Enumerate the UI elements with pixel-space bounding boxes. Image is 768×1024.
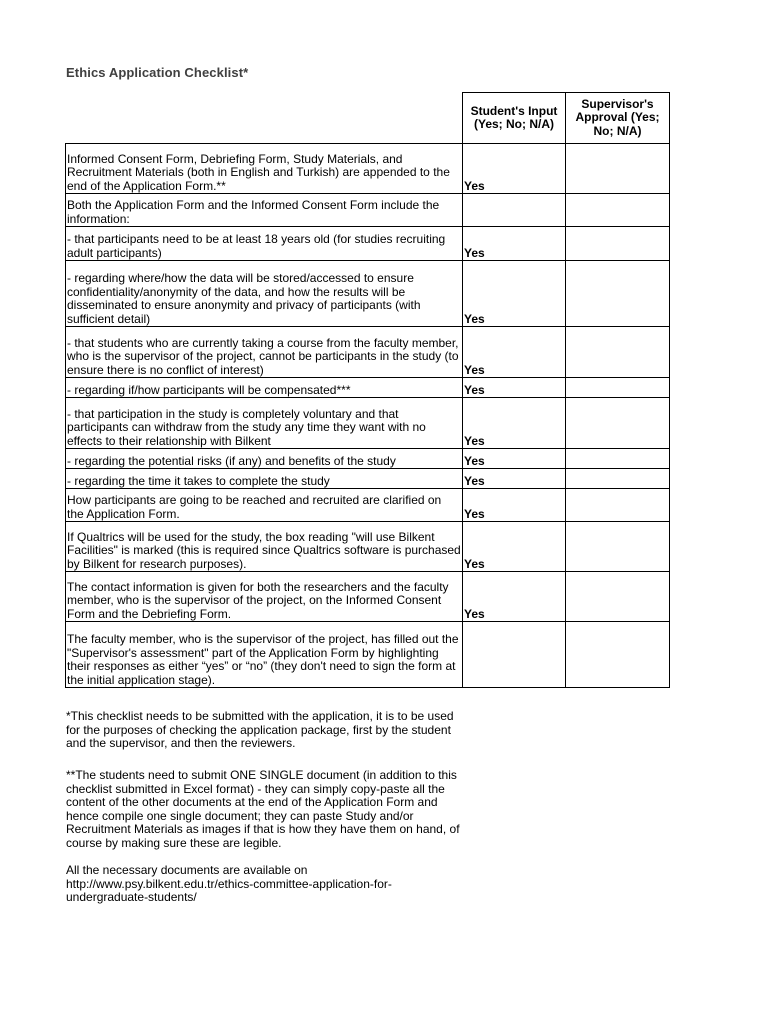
table-row [66, 327, 670, 378]
student-answer-cell[interactable]: Yes [463, 489, 566, 522]
checklist-item: If Qualtrics will be used for the study, the box reading "will use Bilkent Facilities" is marked (this is required since Qualtrics software is purchased by Bilkent for research purposes). [66, 522, 463, 572]
footnote-single-document: **The students need to submit ONE SINGLE document (in addition to this checklist submitted in Excel format) - they can simply copy-paste all the content of the other documents at the end of the Application Form and hence compile one single document; they can paste Study and/or Recruitment Materials as images if that is how they have them on hand, of course by making sure these are legible. [66, 768, 460, 850]
header-student-input: Student's Input (Yes; No; N/A) [463, 93, 566, 144]
header-blank-cell [66, 93, 463, 144]
supervisor-answer-cell[interactable] [566, 227, 670, 261]
supervisor-answer-cell[interactable] [566, 261, 670, 327]
supervisor-answer-cell[interactable] [566, 378, 670, 398]
student-answer-cell[interactable]: Yes [463, 327, 566, 378]
student-answer-cell[interactable]: Yes [463, 261, 566, 327]
checklist-table [65, 92, 670, 688]
supervisor-answer-cell[interactable] [566, 194, 670, 227]
checklist-item: - regarding if/how participants will be compensated*** [66, 378, 463, 398]
student-answer-cell[interactable]: Yes [463, 469, 566, 489]
footnote-documents-link: All the necessary documents are available on http://www.psy.bilkent.edu.tr/ethics-committee-application-for-undergraduate-students/ [66, 863, 392, 904]
supervisor-answer-cell[interactable] [566, 398, 670, 449]
checklist-item: - that students who are currently taking a course from the faculty member, who is the supervisor of the project, cannot be participants in the study (to ensure there is no conflict of interest) [66, 327, 463, 378]
table-row [66, 469, 670, 489]
table-row [66, 194, 670, 227]
student-answer-cell[interactable]: Yes [463, 398, 566, 449]
student-answer-cell[interactable]: Yes [463, 449, 566, 469]
student-answer-cell[interactable]: Yes [463, 522, 566, 572]
table-row [66, 489, 670, 522]
table-row [66, 398, 670, 449]
student-answer-cell[interactable]: Yes [463, 144, 566, 194]
table-row [66, 227, 670, 261]
student-answer-cell[interactable] [463, 622, 566, 688]
table-row [66, 378, 670, 398]
supervisor-answer-cell[interactable] [566, 144, 670, 194]
table-row [66, 522, 670, 572]
checklist-item: - that participation in the study is completely voluntary and that participants can withdraw from the study any time they want with no effects to their relationship with Bilkent [66, 398, 463, 449]
table-row [66, 144, 670, 194]
student-answer-cell[interactable]: Yes [463, 572, 566, 622]
student-answer-cell[interactable]: Yes [463, 227, 566, 261]
table-row [66, 572, 670, 622]
student-answer-cell[interactable] [463, 194, 566, 227]
checklist-item: The faculty member, who is the supervisor of the project, has filled out the "Supervisor's assessment" part of the Application Form by highlighting their responses as either “yes” or “no” (they don't need to sign the form at the initial application stage). [66, 622, 463, 688]
page-title: Ethics Application Checklist* [66, 65, 249, 80]
supervisor-answer-cell[interactable] [566, 449, 670, 469]
checklist-item: Informed Consent Form, Debriefing Form, Study Materials, and Recruitment Materials (both in English and Turkish) are appended to the end of the Application Form.** [66, 144, 463, 194]
checklist-item: - regarding the potential risks (if any) and benefits of the study [66, 449, 463, 469]
supervisor-answer-cell[interactable] [566, 469, 670, 489]
checklist-item: How participants are going to be reached and recruited are clarified on the Application Form. [66, 489, 463, 522]
checklist-item: - regarding the time it takes to complete the study [66, 469, 463, 489]
table-row [66, 449, 670, 469]
footnote-checklist-submission: *This checklist needs to be submitted with the application, it is to be used for the purposes of checking the application package, first by the student and the supervisor, and then the reviewers. [66, 709, 454, 750]
checklist-item: - that participants need to be at least 18 years old (for studies recruiting adult participants) [66, 227, 463, 261]
table-row [66, 622, 670, 688]
supervisor-answer-cell[interactable] [566, 327, 670, 378]
supervisor-answer-cell[interactable] [566, 622, 670, 688]
checklist-item: Both the Application Form and the Informed Consent Form include the information: [66, 194, 463, 227]
header-supervisor-approval: Supervisor's Approval (Yes; No; N/A) [566, 93, 670, 144]
supervisor-answer-cell[interactable] [566, 572, 670, 622]
supervisor-answer-cell[interactable] [566, 522, 670, 572]
checklist-item: The contact information is given for both the researchers and the faculty member, who is the supervisor of the project, on the Informed Consent Form and the Debriefing Form. [66, 572, 463, 622]
table-row [66, 261, 670, 327]
student-answer-cell[interactable]: Yes [463, 378, 566, 398]
table-header-row [66, 93, 670, 144]
checklist-item: - regarding where/how the data will be stored/accessed to ensure confidentiality/anonymity of the data, and how the results will be disseminated to ensure anonymity and privacy of participants (with sufficient detail) [66, 261, 463, 327]
supervisor-answer-cell[interactable] [566, 489, 670, 522]
